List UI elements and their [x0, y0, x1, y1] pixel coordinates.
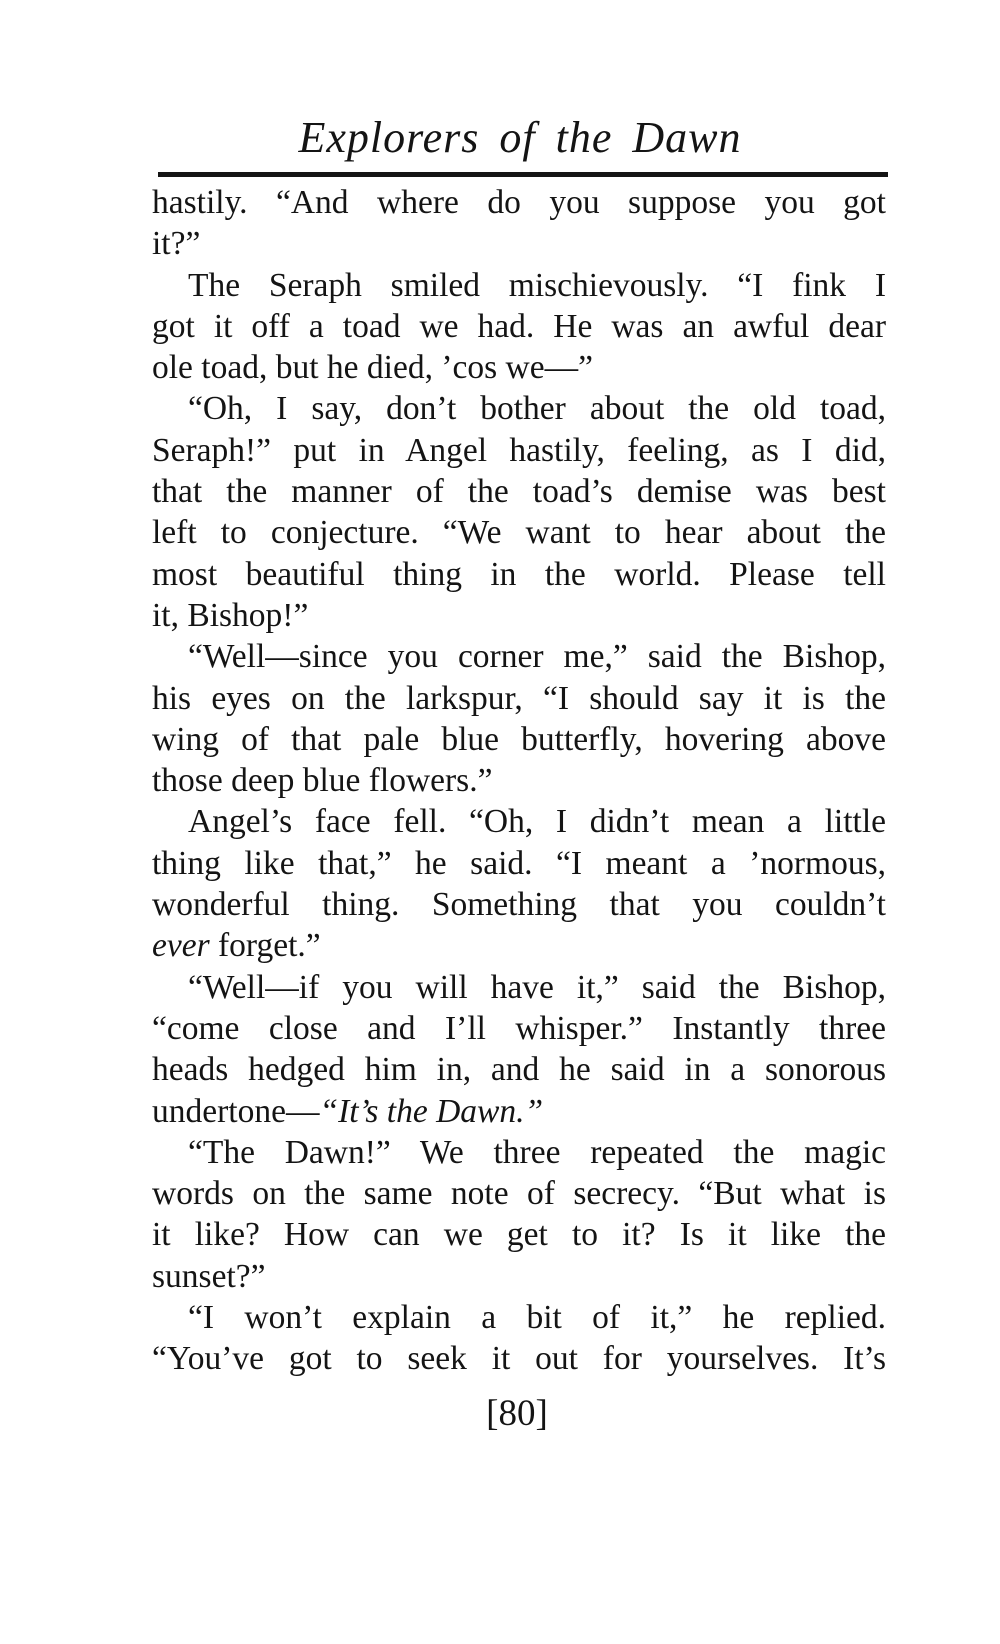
- text-line: [152, 1297, 886, 1338]
- line-text: “The Dawn!” We three repeated the magic: [188, 1133, 886, 1171]
- line-text: “come close and I’ll whisper.” Instantly three: [152, 1009, 886, 1047]
- text-line: [152, 1214, 886, 1255]
- text-line: [152, 1008, 886, 1049]
- page-number: [80]: [486, 1393, 548, 1434]
- line-text: Seraph!” put in Angel hastily, feeling, as I did,: [152, 431, 886, 469]
- text-line: [152, 471, 886, 512]
- line-text: wonderful thing. Something that you couldn’t: [152, 886, 886, 924]
- text-line: [152, 843, 886, 884]
- text-line: [152, 1256, 886, 1297]
- line-text: those deep blue flowers.”: [152, 762, 493, 800]
- line-text: The Seraph smiled mischievously. “I fink I: [188, 266, 886, 304]
- text-line: [152, 1338, 886, 1379]
- line-text: that the manner of the toad’s demise was best: [152, 473, 886, 511]
- text-line: [152, 347, 886, 388]
- line-text: thing like that,” he said. “I meant a ’normous,: [152, 844, 886, 882]
- line-text: words on the same note of secrecy. “But what is: [152, 1175, 886, 1213]
- text-line: [152, 884, 886, 925]
- italic-text: “It’s the Dawn.”: [319, 1092, 544, 1130]
- text-line: [152, 760, 886, 801]
- text-line: [152, 512, 886, 553]
- text-line: [152, 430, 886, 471]
- text-line: [152, 678, 886, 719]
- text-line: [152, 1173, 886, 1214]
- text-line: [152, 1091, 886, 1132]
- line-text: ole toad, but he died, ’cos we—”: [152, 349, 593, 387]
- line-text: most beautiful thing in the world. Please tell: [152, 555, 886, 593]
- text-line: [152, 1132, 886, 1173]
- running-head: Explorers of the Dawn: [298, 113, 742, 162]
- text-line: [152, 265, 886, 306]
- text-line: [152, 182, 886, 223]
- line-text: “You’ve got to seek it out for yourselves. It’s: [152, 1340, 886, 1378]
- text-line: [152, 801, 886, 842]
- text-line: [152, 719, 886, 760]
- line-text: wing of that pale blue butterfly, hovering above: [152, 720, 886, 758]
- line-text: “Well—if you will have it,” said the Bishop,: [188, 968, 886, 1006]
- text-line: [152, 388, 886, 429]
- line-text: it like? How can we get to it? Is it like the: [152, 1216, 886, 1254]
- line-text: forget.”: [209, 927, 321, 965]
- line-text: got it off a toad we had. He was an awful dear: [152, 307, 886, 345]
- text-line: [152, 925, 886, 966]
- line-text: Angel’s face fell. “Oh, I didn’t mean a little: [188, 803, 886, 841]
- line-text: hastily. “And where do you suppose you got: [152, 184, 886, 221]
- header-rule: [158, 172, 888, 177]
- text-line: [152, 636, 886, 677]
- line-text: left to conjecture. “We want to hear about the: [152, 514, 886, 552]
- text-line: [152, 595, 886, 636]
- text-line: [152, 223, 886, 264]
- text-line: [152, 306, 886, 347]
- italic-text: ever: [152, 927, 210, 965]
- line-text: undertone—: [152, 1092, 320, 1130]
- body-text: [152, 182, 886, 1380]
- line-text: it, Bishop!”: [152, 596, 309, 634]
- text-line: [152, 1049, 886, 1090]
- text-line: [152, 967, 886, 1008]
- line-text: heads hedged him in, and he said in a sonorous: [152, 1051, 886, 1089]
- text-line: [152, 554, 886, 595]
- line-text: sunset?”: [152, 1257, 266, 1295]
- line-text: “Oh, I say, don’t bother about the old toad,: [188, 390, 886, 428]
- line-text: “Well—since you corner me,” said the Bishop,: [188, 638, 886, 676]
- line-text: his eyes on the larkspur, “I should say it is the: [152, 679, 886, 717]
- line-text: “I won’t explain a bit of it,” he replied.: [188, 1299, 886, 1337]
- line-text: it?”: [152, 225, 201, 263]
